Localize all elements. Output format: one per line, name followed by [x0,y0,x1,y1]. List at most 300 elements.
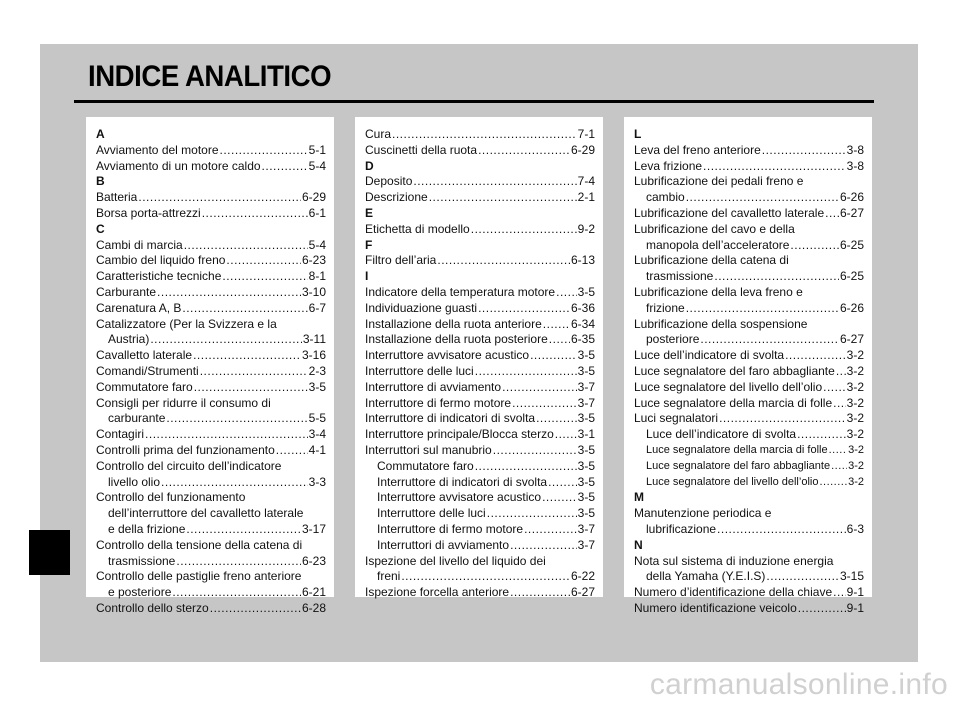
index-entry [96,554,326,570]
index-entry-label: Cambi di marcia [96,237,183,252]
index-entry-label: Interruttore avvisatore acustico [365,348,530,363]
dot-leader [536,411,577,427]
dot-leader [502,380,577,396]
index-entry-page: 3-5 [577,411,595,426]
index-entry [365,285,595,301]
index-entry-label: Controlli prima del funzionamento [96,442,275,457]
dot-leader [785,348,846,364]
index-entry-label: Carburante [96,284,157,299]
index-entry-page: 5-4 [308,158,326,173]
index-entry [365,143,595,159]
index-entry-line: Lubrificazione del cavo e della [634,221,795,236]
index-entry-label: lubrificazione [646,521,717,536]
index-entry-page: 3-16 [301,348,326,363]
dot-leader [413,174,576,190]
index-entry [365,538,595,554]
dot-leader [762,143,846,159]
index-entry-label: Interruttore di avviamento [365,379,502,394]
dot-leader [686,190,839,206]
index-entry-page: 5-5 [308,411,326,426]
index-entry-page: 2-1 [577,190,595,205]
index-entry-label: Cura [365,127,392,141]
watermark: carmanualsonline.info [649,668,948,701]
index-entry [365,190,595,206]
index-entry [365,127,595,143]
dot-leader [166,411,307,427]
index-entry-label: Contagiri [96,427,145,442]
index-entry-label: della Yamaha (Y.E.I.S) [646,569,766,584]
index-entry-page: 9-2 [577,221,595,236]
index-entry-page: 3-7 [577,379,595,394]
index-entry-label: Luce segnalatore del livello dell’olio [646,475,819,488]
dot-leader [478,301,570,317]
index-entry-page: 7-4 [577,174,595,189]
dot-leader [226,253,301,269]
index-entry-line: Ispezione del livello del liquido dei [365,553,546,568]
index-entry-line: Controllo del circuito dell’indicatore [96,458,282,473]
index-entry-page: 3-2 [848,443,864,456]
dot-leader [831,459,847,475]
dot-leader [202,206,308,222]
index-entry-page: 3-10 [301,284,326,299]
index-entry-page: 3-2 [846,411,864,426]
dot-leader [530,348,577,364]
index-entry [365,569,595,585]
dot-leader [823,380,846,396]
index-entry-page: 6-27 [570,585,595,600]
index-entry-page: 3-5 [577,506,595,521]
dot-leader [194,380,308,396]
dot-leader [157,285,301,301]
index-entry [365,301,595,317]
index-entry [634,206,864,222]
index-entry-page: 5-4 [308,237,326,252]
dot-leader [176,554,301,570]
index-entry [634,190,864,206]
index-entry [365,174,595,190]
dot-leader [475,364,577,380]
dot-leader [717,522,846,538]
index-entry-label: Cambio del liquido freno [96,253,226,268]
dot-leader [790,238,839,254]
index-entry-label: Cuscinetti della ruota [365,142,478,157]
index-entry [365,317,595,333]
index-entry-label: Interruttori sul manubrio [365,442,492,457]
dot-leader [184,238,308,254]
index-entry-page: 6-26 [839,300,864,315]
index-entry-page: 3-5 [577,442,595,457]
index-entry-label: Commutatore faro [96,379,193,394]
index-entry-label: Luce segnalatore del faro abbagliante [634,363,835,378]
index-entry-page: 6-35 [570,332,595,347]
index-letter-heading: E [365,205,374,220]
index-entry-line: Manutenzione periodica e [634,506,772,521]
index-entry-label: Ispezione forcella anteriore [365,585,510,600]
index-entry-label: Interruttore di indicatori di svolta [377,474,548,489]
index-entry-label: Individuazione guasti [365,300,478,315]
index-entry-line: Catalizzatore (Per la Svizzera e la [96,316,277,331]
index-entry-page: 3-2 [846,379,864,394]
index-entry-line: Lubrificazione della catena di [634,253,789,268]
index-letter-heading: L [634,127,642,141]
index-entry-label: Luci segnalatori [634,411,719,426]
title-rule [74,100,874,103]
index-entry-page: 3-5 [308,379,326,394]
index-entry-line: Controllo delle pastiglie freno anteriore [96,569,302,584]
index-entry [634,332,864,348]
dot-leader [719,411,846,427]
dot-leader [222,269,307,285]
dot-leader [798,601,846,617]
index-entry [96,348,326,364]
index-entry [96,411,326,427]
index-column-1 [86,117,334,615]
index-entry [96,190,326,206]
index-entry [634,364,864,380]
index-entry-page: 6-21 [301,585,326,600]
index-letter-heading: I [365,269,369,284]
page-title: INDICE ANALITICO [88,60,332,93]
dot-leader [493,443,577,459]
index-entry [96,143,326,159]
index-entry-page: 3-2 [846,363,864,378]
index-entry-line: dell’interruttore del cavalletto laterale [108,506,304,521]
index-entry-label: posteriore [646,332,700,347]
index-entry-label: Interruttore delle luci [377,506,486,521]
index-entry-page: 3-8 [846,142,864,157]
index-entry-label: cambio [646,190,685,205]
index-entry-page: 4-1 [308,442,326,457]
index-entry-page: 6-22 [570,569,595,584]
index-letter-heading: F [365,237,373,252]
index-entry [96,475,326,491]
index-column-2 [355,117,603,600]
index-entry-page: 6-7 [308,300,326,315]
dot-leader [475,459,577,475]
index-entry [365,348,595,364]
index-entry-line: Lubrificazione dei pedali freno e [634,174,804,189]
index-entry-line: Lubrificazione della leva freno e [634,284,803,299]
index-entry [96,253,326,269]
dot-leader [703,159,846,175]
index-entry [634,427,864,443]
index-entry-page: 3-5 [577,458,595,473]
index-entry-label: carburante [108,411,166,426]
index-entry-page: 6-28 [301,600,326,615]
index-entry-label: Luce dell’indicatore di svolta [646,427,797,442]
dot-leader [819,475,847,491]
index-entry-page: 6-26 [839,190,864,205]
index-entry-page: 6-23 [301,253,326,268]
index-entry [634,380,864,396]
index-entry-page: 6-25 [839,269,864,284]
dot-leader [797,427,846,443]
index-entry [634,601,864,617]
index-entry-page: 6-34 [570,316,595,331]
index-entry-line: Controllo della tensione della catena di [96,537,303,552]
index-entry-page: 3-5 [577,348,595,363]
dot-leader [510,585,570,601]
index-entry [365,396,595,412]
index-entry-label: Borsa porta-attrezzi [96,205,201,220]
dot-leader [138,190,301,206]
index-entry [634,475,864,491]
dot-leader [836,364,846,380]
index-entry [96,380,326,396]
index-letter-heading: M [634,490,644,505]
index-letter-heading: N [634,537,643,552]
index-entry-label: freni [377,569,401,584]
index-entry-page: 8-1 [308,269,326,284]
index-entry-label: Leva del freno anteriore [634,142,761,157]
index-entry-label: Avviamento del motore [96,142,219,157]
index-entry [365,490,595,506]
index-entry-label: Cavalletto laterale [96,348,193,363]
dot-leader [542,490,577,506]
index-entry-label: Caratteristiche tecniche [96,269,222,284]
index-entry-label: Numero identificazione veicolo [634,600,797,615]
dot-leader [549,332,570,348]
index-entry-label: Leva frizione [634,158,703,173]
index-entry-label: Austria) [108,332,150,347]
index-entry-label: Interruttore di indicatori di svolta [365,411,536,426]
index-entry [365,222,595,238]
dot-leader [512,396,577,412]
index-entry-label: Interruttore principale/Blocca sterzo [365,427,554,442]
dot-leader [437,253,570,269]
index-entry [365,411,595,427]
index-entry-page: 6-27 [839,332,864,347]
index-entry-label: frizione [646,300,685,315]
index-entry-label: Interruttore di fermo motore [377,521,524,536]
index-entry [634,301,864,317]
index-entry-page: 3-2 [848,475,864,488]
index-letter-heading: C [96,221,105,236]
index-entry-page: 6-36 [570,300,595,315]
dot-leader [543,317,570,333]
index-entry [634,585,864,601]
index-entry [365,332,595,348]
dot-leader [766,569,839,585]
index-entry [634,238,864,254]
index-entry [634,269,864,285]
index-entry [365,522,595,538]
index-entry [96,427,326,443]
index-entry [96,301,326,317]
dot-leader [145,427,308,443]
index-entry-label: e posteriore [108,585,172,600]
index-entry [96,585,326,601]
index-entry [96,601,326,617]
dot-leader [220,143,308,159]
index-entry-page: 3-1 [577,427,595,442]
index-entry [365,380,595,396]
dot-leader [193,348,301,364]
dot-leader [182,301,307,317]
index-entry-page: 6-29 [301,190,326,205]
dot-leader [833,396,846,412]
index-letter-heading: D [365,158,374,173]
index-entry-page: 6-27 [839,205,864,220]
dot-leader [471,222,577,238]
index-entry-page: 3-5 [577,474,595,489]
index-entry-label: Avviamento di un motore caldo [96,158,261,173]
index-entry [96,285,326,301]
index-entry-page: 5-1 [308,142,326,157]
index-entry [634,396,864,412]
index-entry [96,238,326,254]
dot-leader [200,364,308,380]
index-entry-label: Filtro dell’aria [365,253,437,268]
index-entry-label: Indicatore della temperatura motore [365,284,556,299]
dot-leader [186,522,301,538]
index-entry-page: 7-1 [577,127,595,141]
index-entry [634,143,864,159]
dot-leader [478,143,570,159]
index-entry-line: Consigli per ridurre il consumo di [96,395,271,410]
dot-leader [276,443,308,459]
index-entry [634,159,864,175]
dot-leader [150,332,302,348]
index-entry [96,159,326,175]
dot-leader [429,190,577,206]
index-entry-label: manopola dell’acceleratore [646,237,790,252]
index-entry-page: 3-7 [577,537,595,552]
index-entry [96,364,326,380]
index-entry-line: Nota sul sistema di induzione energia [634,553,834,568]
index-entry-label: Installazione della ruota anteriore [365,316,542,331]
index-entry-label: Luce dell’indicatore di svolta [634,348,785,363]
dot-leader [829,443,847,459]
dot-leader [210,601,301,617]
dot-leader [714,269,839,285]
dot-leader [510,538,577,554]
index-entry-page: 2-3 [308,363,326,378]
index-entry [634,348,864,364]
index-entry-label: Etichetta di modello [365,221,470,236]
dot-leader [548,475,577,491]
index-entry-label: e della frizione [108,521,186,536]
index-entry [634,411,864,427]
index-entry-page: 3-17 [301,521,326,536]
index-entry-line: Controllo del funzionamento [96,490,246,505]
index-entry-label: Numero d’identificazione della chiave [634,585,833,600]
index-entry [365,506,595,522]
dot-leader [524,522,577,538]
index-entry-label: Luce segnalatore del livello dell’olio [634,379,823,394]
index-entry-page: 6-25 [839,237,864,252]
index-entry-page: 6-13 [570,253,595,268]
index-entry [96,443,326,459]
index-entry-page: 3-2 [846,348,864,363]
index-entry [365,459,595,475]
index-entry [365,364,595,380]
index-entry-page: 3-2 [846,427,864,442]
index-entry-page: 6-23 [301,553,326,568]
index-entry-page: 3-4 [308,427,326,442]
index-entry-label: Luce segnalatore del faro abbagliante [646,459,831,472]
index-entry-label: trasmissione [646,269,714,284]
dot-leader [172,585,301,601]
dot-leader [555,427,577,443]
index-column-3 [624,117,872,615]
index-entry-page: 6-29 [570,142,595,157]
index-entry-page: 3-2 [846,395,864,410]
index-entry-page: 3-5 [577,490,595,505]
index-entry [96,522,326,538]
index-entry-label: Batteria [96,190,138,205]
index-entry-page: 3-2 [848,459,864,472]
index-entry-label: Lubrificazione del cavalletto laterale [634,205,825,220]
index-entry [365,427,595,443]
index-entry [634,459,864,475]
index-entry [634,522,864,538]
index-entry-page: 3-7 [577,521,595,536]
index-entry-label: Carenatura A, B [96,300,182,315]
index-entry [365,475,595,491]
index-entry-line: Lubrificazione della sospensione [634,316,808,331]
dot-leader [833,585,846,601]
index-entry-page: 3-15 [839,569,864,584]
index-entry-label: Interruttore di fermo motore [365,395,512,410]
index-entry [634,443,864,459]
dot-leader [686,301,839,317]
index-entry-label: trasmissione [108,553,176,568]
index-entry-label: Interruttore avvisatore acustico [377,490,542,505]
index-entry-page: 3-5 [577,363,595,378]
dot-leader [556,285,577,301]
dot-leader [487,506,577,522]
index-entry-page: 6-3 [846,521,864,536]
dot-leader [700,332,839,348]
section-tab [29,530,70,575]
index-entry-page: 3-7 [577,395,595,410]
index-entry [96,206,326,222]
index-entry-page: 3-8 [846,158,864,173]
index-entry-page: 9-1 [846,585,864,600]
index-entry-label: livello olio [108,474,161,489]
index-entry-page: 3-3 [308,474,326,489]
dot-leader [392,127,577,143]
index-entry-label: Interruttori di avviamento [377,537,510,552]
index-entry-label: Luce segnalatore della marcia di folle [634,395,833,410]
dot-leader [262,159,308,175]
index-entry-page: 3-5 [577,284,595,299]
index-entry [634,569,864,585]
index-entry-page: 9-1 [846,600,864,615]
index-entry-label: Comandi/Strumenti [96,363,199,378]
index-entry [96,332,326,348]
dot-leader [825,206,839,222]
index-entry [365,585,595,601]
index-entry [96,269,326,285]
index-letter-heading: B [96,174,105,189]
index-entry-page: 3-11 [302,332,326,347]
index-entry [365,443,595,459]
dot-leader [161,475,308,491]
index-entry-page: 6-1 [308,205,326,220]
index-entry-label: Commutatore faro [377,458,474,473]
index-letter-heading: A [96,127,105,141]
index-entry-label: Controllo dello sterzo [96,600,209,615]
index-entry [365,253,595,269]
dot-leader [401,569,570,585]
index-entry-label: Installazione della ruota posteriore [365,332,548,347]
index-entry-label: Deposito [365,174,413,189]
index-entry-label: Luce segnalatore della marcia di folle [646,443,828,456]
index-entry-label: Descrizione [365,190,428,205]
index-entry-label: Interruttore delle luci [365,363,474,378]
